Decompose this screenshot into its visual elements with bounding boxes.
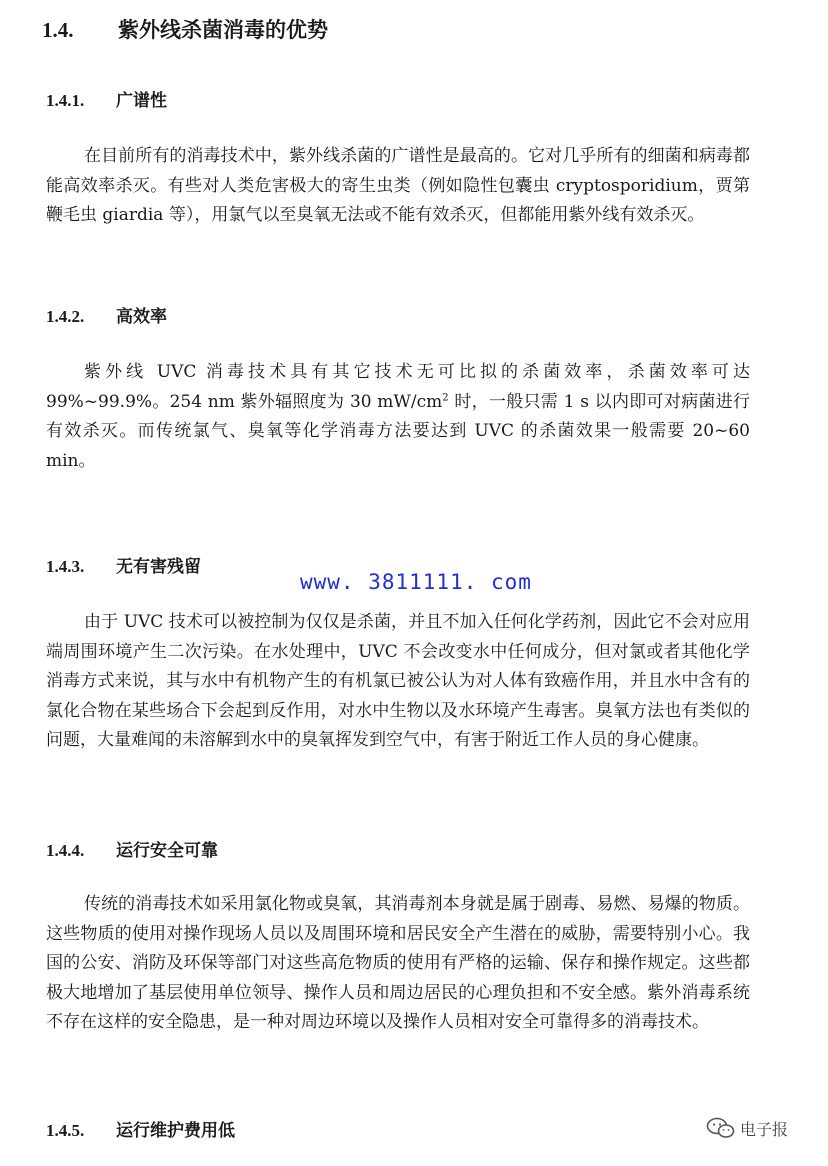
wechat-account-name: 电子报 — [740, 1119, 789, 1139]
subsection-title: 运行安全可靠 — [116, 841, 218, 861]
wechat-account-badge — [706, 1116, 788, 1140]
subsection-number: 1.4.5. — [46, 1121, 85, 1140]
section-heading — [42, 14, 328, 44]
subsection-heading-1-4-4 — [46, 836, 218, 861]
paragraph-text-part: 时，一般只需 1 s 以内即可对病菌进行有效杀灭。而传统氯气、臭氧等化学消毒方法要达到 UVC 的杀菌效果一般需要 20~60 min。 — [46, 391, 751, 471]
paragraph-broad-spectrum: 在目前所有的消毒技术中，紫外线杀菌的广谱性是最高的。它对几乎所有的细菌和病毒都能高效率杀灭。有些对人类危害极大的寄生虫类（例如隐性包囊虫 cryptosporidium，贾第鞭毛虫 giardia 等），用氯气以至臭氧无法或不能有效杀灭，但都能用紫外线有效杀灭。 — [46, 146, 750, 225]
subsection-heading-1-4-2 — [46, 302, 167, 327]
subsection-number: 1.4.1. — [46, 91, 85, 110]
subsection-heading-1-4-3 — [46, 552, 201, 577]
wechat-icon — [706, 1116, 736, 1140]
superscript: 2 — [442, 391, 449, 403]
paragraph-safe-reliable: 传统的消毒技术如采用氯化物或臭氧，其消毒剂本身就是属于剧毒、易燃、易爆的物质。这些物质的使用对操作现场人员以及周围环境和居民安全产生潜在的威胁，需要特别小心。我国的公安、消防及环保等部门对这些高危物质的使用有严格的运输、保存和操作规定。这些都极大地增加了基层使用单位领导、操作人员和周边居民的心理负担和不安全感。紫外消毒系统不存在这样的安全隐患，是一种对周边环境以及操作人员相对安全可靠得多的消毒技术。 — [46, 894, 750, 1032]
subsection-heading-1-4-5 — [46, 1116, 235, 1141]
section-title: 紫外线杀菌消毒的优势 — [118, 17, 328, 42]
subsection-number: 1.4.2. — [46, 307, 85, 326]
subsection-title: 广谱性 — [116, 91, 167, 111]
watermark-url: www. 3811111. com — [300, 570, 532, 594]
subsection-title: 高效率 — [116, 307, 167, 327]
subsection-number: 1.4.4. — [46, 841, 85, 860]
paragraph-no-residue: 由于 UVC 技术可以被控制为仅仅是杀菌，并且不加入任何化学药剂，因此它不会对应用端周围环境产生二次污染。在水处理中，UVC 不会改变水中任何成分，但对氯或者其他化学消毒方式来说，其与水中有机物产生的有机氯已被公认为对人体有致癌作用，并且水中含有的氯化合物在某些场合下会起到反作用，对水中生物以及水环境产生毒害。臭氧方法也有类似的问题，大量难闻的未溶解到水中的臭氧挥发到空气中，有害于附近工作人员的身心健康。 — [46, 612, 750, 750]
paragraph-high-efficiency — [46, 358, 750, 476]
subsection-number: 1.4.3. — [46, 557, 85, 576]
subsection-title: 无有害残留 — [116, 557, 201, 577]
subsection-title: 运行维护费用低 — [116, 1121, 235, 1141]
section-number: 1.4. — [42, 18, 74, 42]
paragraph-text-part: 紫外线 UVC 消毒技术具有其它技术无可比拟的杀菌效率，杀菌效率可达 99%~99.9%。254 nm 紫外辐照度为 30 mW/cm — [46, 362, 750, 412]
subsection-heading-1-4-1 — [46, 86, 167, 111]
